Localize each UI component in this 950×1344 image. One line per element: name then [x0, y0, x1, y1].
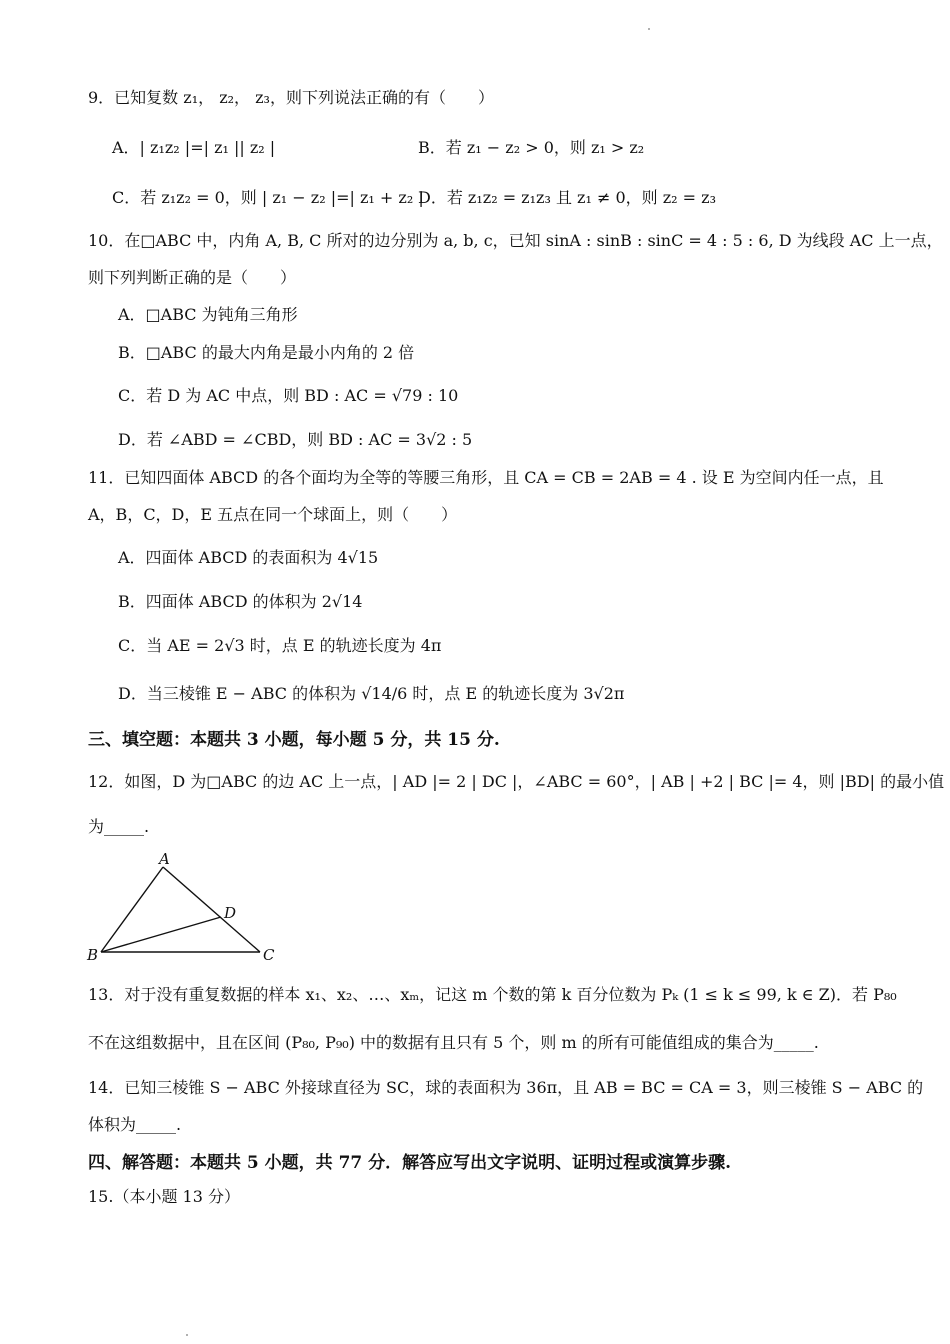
- segment-bd: [101, 917, 221, 952]
- label-b: B: [87, 946, 99, 964]
- q9-stem: 9．已知复数 z₁， z₂， z₃，则下列说法正确的有（ ）: [88, 88, 494, 107]
- scan-dot: [648, 28, 650, 30]
- side-ba: [101, 867, 163, 952]
- q10-option-c: C．若 D 为 AC 中点，则 BD : AC = √79 : 10: [118, 386, 459, 405]
- q14-line2: 体积为_____.: [88, 1115, 182, 1134]
- triangle-figure: [84, 850, 284, 965]
- label-c: C: [263, 946, 275, 964]
- q9-option-b: B．若 z₁ − z₂ > 0，则 z₁ > z₂: [418, 138, 645, 157]
- q9-option-c: C．若 z₁z₂ = 0，则 | z₁ − z₂ |=| z₁ + z₂ |: [112, 188, 424, 207]
- triangle-diagram: [84, 850, 284, 965]
- q11-option-b: B．四面体 ABCD 的体积为 2√14: [118, 592, 363, 611]
- q14-line1: 14．已知三棱锥 S − ABC 外接球直径为 SC，球的表面积为 36π，且 AB = BC = CA = 3，则三棱锥 S − ABC 的: [88, 1078, 924, 1097]
- q11-option-d: D．当三棱锥 E − ABC 的体积为 √14/6 时，点 E 的轨迹长度为 3√2π: [118, 684, 625, 703]
- q13-line1: 13．对于没有重复数据的样本 x₁、x₂、…、xₘ，记这 m 个数的第 k 百分位数为 Pₖ (1 ≤ k ≤ 99, k ∈ Z)．若 P₈₀: [88, 985, 897, 1004]
- section-4-heading: 四、解答题：本题共 5 小题，共 77 分．解答应写出文字说明、证明过程或演算步骤.: [88, 1153, 732, 1173]
- label-a: A: [159, 850, 170, 868]
- q10-option-a: A．□ABC 为钝角三角形: [118, 305, 298, 324]
- q10-stem-line2: 则下列判断正确的是（ ）: [88, 268, 297, 287]
- q11-stem-line1: 11．已知四面体 ABCD 的各个面均为全等的等腰三角形，且 CA = CB = 2AB = 4 . 设 E 为空间内任一点，且: [88, 468, 884, 487]
- q12-line1: 12．如图，D 为□ABC 的边 AC 上一点，| AD |= 2 | DC |，∠ABC = 60°，| AB | +2 | BC |= 4，则 |BD| 的最小值: [88, 772, 945, 791]
- q13-line2: 不在这组数据中，且在区间 (P₈₀, P₉₀) 中的数据有且只有 5 个，则 m 的所有可能值组成的集合为_____.: [88, 1033, 819, 1052]
- q10-option-d: D．若 ∠ABD = ∠CBD，则 BD : AC = 3√2 : 5: [118, 430, 473, 449]
- q11-stem-line2: A，B，C，D，E 五点在同一个球面上，则（ ）: [88, 505, 458, 524]
- q9-option-d: D．若 z₁z₂ = z₁z₃ 且 z₁ ≠ 0，则 z₂ = z₃: [418, 188, 716, 207]
- q11-option-c: C．当 AE = 2√3 时，点 E 的轨迹长度为 4π: [118, 636, 442, 655]
- q11-option-a: A．四面体 ABCD 的表面积为 4√15: [118, 548, 379, 567]
- q15-stem: 15.（本小题 13 分）: [88, 1187, 240, 1206]
- q12-line2: 为_____.: [88, 817, 150, 836]
- q9-option-a: A．| z₁z₂ |=| z₁ || z₂ |: [112, 138, 276, 157]
- q10-stem-line1: 10．在□ABC 中，内角 A, B, C 所对的边分别为 a, b, c，已知 sinA : sinB : sinC = 4 : 5 : 6, D 为线段 AC 上一点，: [88, 231, 943, 250]
- q10-option-b: B．□ABC 的最大内角是最小内角的 2 倍: [118, 343, 415, 362]
- side-ac: [163, 867, 260, 952]
- scan-dot-bottom: [186, 1334, 188, 1336]
- section-3-heading: 三、填空题：本题共 3 小题，每小题 5 分，共 15 分.: [88, 730, 500, 750]
- label-d: D: [224, 904, 237, 922]
